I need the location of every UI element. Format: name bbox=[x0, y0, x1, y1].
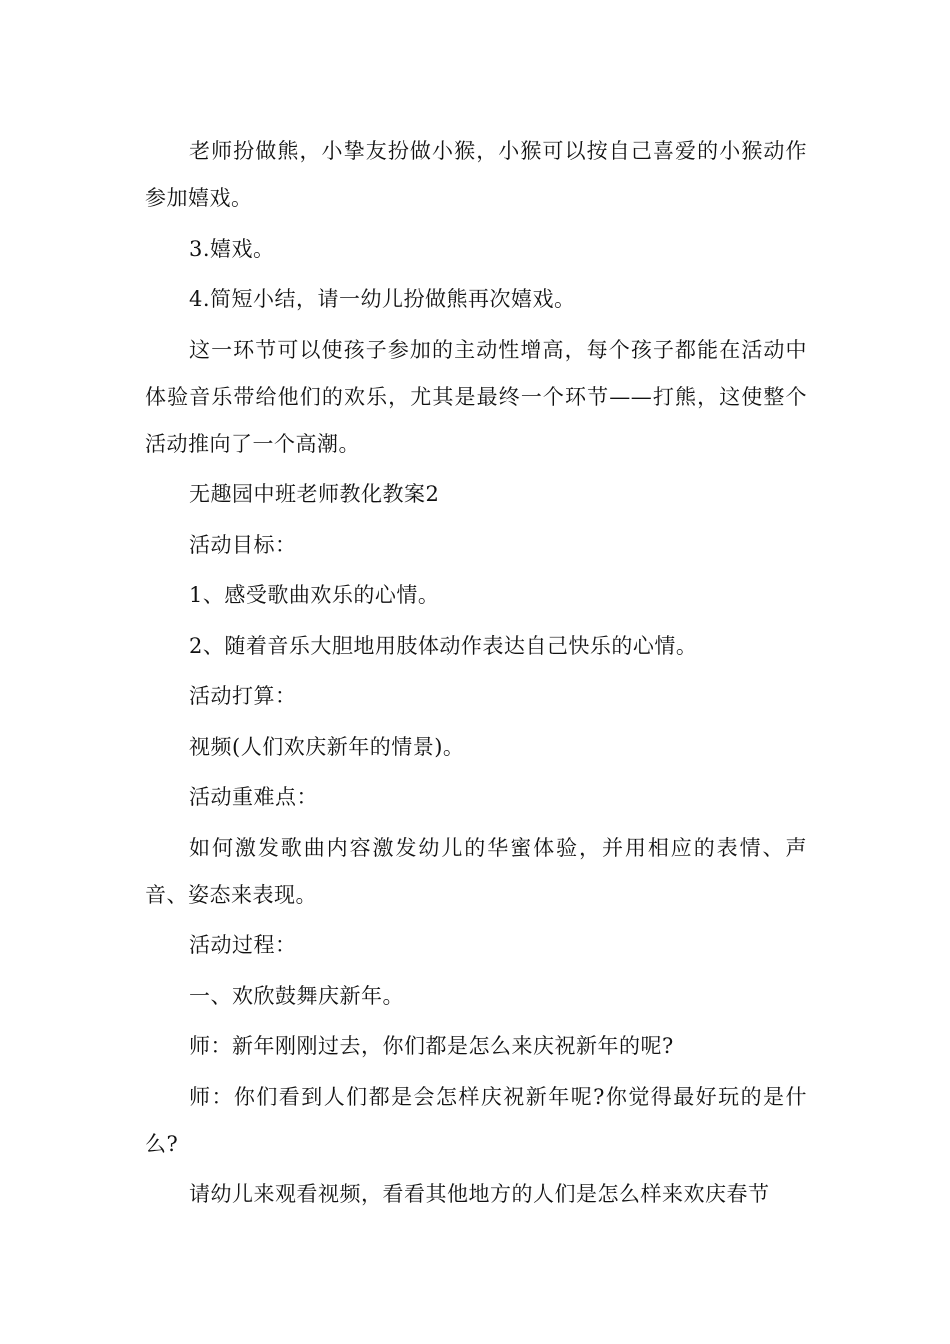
teacher-question-1: 师：新年刚刚过去，你们都是怎么来庆祝新年的呢? bbox=[189, 1034, 674, 1058]
heading-activity-prep: 活动打算： bbox=[189, 684, 297, 708]
paragraph-step-3: 3.嬉戏。 bbox=[189, 236, 275, 261]
goal-item-1: 1、感受歌曲欢乐的心情。 bbox=[189, 583, 440, 607]
key-points-text: 如何激发歌曲内容激发幼儿的华蜜体验，并用相应的表情、声音、姿态来表现。 bbox=[145, 835, 807, 907]
paragraph-role-play: 老师扮做熊，小挚友扮做小猴，小猴可以按自己喜爱的小猴动作参加嬉戏。 bbox=[145, 139, 807, 210]
paragraph-step-4: 4.简短小结，请一幼儿扮做熊再次嬉戏。 bbox=[189, 287, 576, 311]
video-instruction: 请幼儿来观看视频，看看其他地方的人们是怎么样来欢庆春节 bbox=[189, 1182, 770, 1206]
teacher-question-2: 师：你们看到人们都是会怎样庆祝新年呢?你觉得最好玩的是什么? bbox=[145, 1084, 807, 1156]
process-step-1: 一、欢欣鼓舞庆新年。 bbox=[189, 983, 404, 1008]
heading-activity-goals: 活动目标： bbox=[189, 532, 297, 557]
heading-key-points: 活动重难点： bbox=[189, 785, 318, 809]
document-body bbox=[145, 128, 807, 1222]
prep-item: 视频(人们欢庆新年的情景)。 bbox=[189, 734, 465, 759]
heading-activity-process: 活动过程： bbox=[189, 933, 297, 957]
goal-item-2: 2、随着音乐大胆地用肢体动作表达自己快乐的心情。 bbox=[189, 633, 698, 658]
section-title-lesson-2: 无趣园中班老师教化教案2 bbox=[189, 482, 440, 506]
paragraph-reflection: 这一环节可以使孩子参加的主动性增高，每个孩子都能在活动中体验音乐带给他们的欢乐，尤其是最终一个环节——打熊，这使整个活动推向了一个高潮。 bbox=[145, 337, 807, 456]
